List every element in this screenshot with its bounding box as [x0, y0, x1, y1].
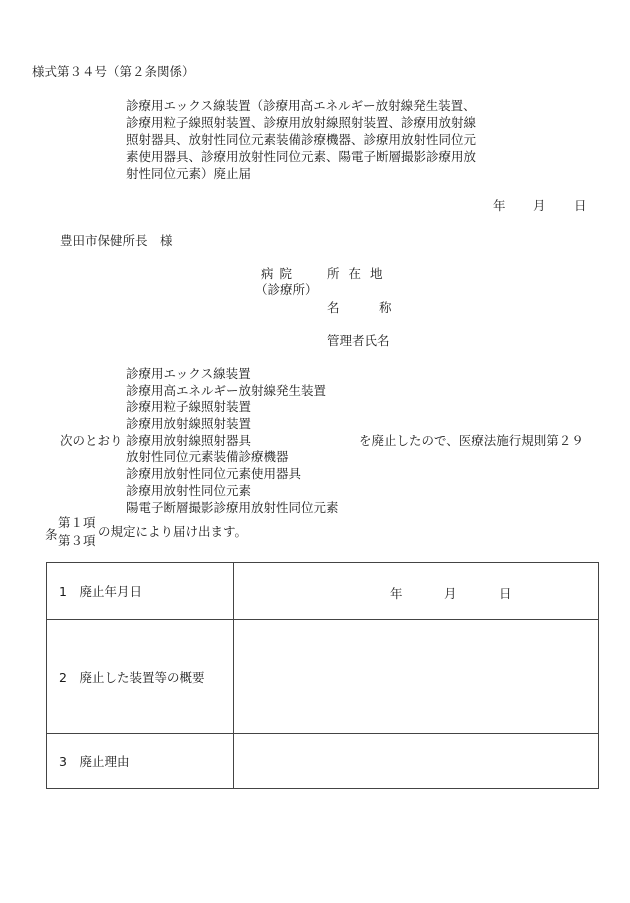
device-item: 放射性同位元素装備診療機器	[126, 449, 289, 465]
closing-text: の規定により届け出ます。	[98, 524, 248, 539]
date-day: 日	[574, 198, 587, 213]
abolition-year-unit: 年	[390, 586, 403, 601]
device-list	[126, 364, 339, 514]
date-year: 年	[493, 198, 506, 213]
title-line: 素使用器具、診療用放射性同位元素、陽電子断層撮影診療用放	[126, 149, 477, 164]
hospital-label: 病院	[261, 266, 299, 281]
abolition-date-field[interactable]	[234, 563, 599, 620]
date-month: 月	[533, 198, 546, 213]
article-label: 条	[45, 527, 58, 542]
abolition-reason-label: 3 廃止理由	[47, 734, 234, 789]
title-line: 診療用エックス線装置（診療用高エネルギー放射線発生装置、	[126, 98, 476, 113]
abolition-reason-field[interactable]	[234, 734, 599, 789]
device-summary-label: 2 廃止した装置等の概要	[47, 620, 234, 734]
abolition-day-unit: 日	[499, 586, 512, 601]
clause-1: 第１項	[58, 515, 96, 530]
body-prefix: 次のとおり	[60, 433, 123, 448]
device-item: 診療用放射性同位元素	[126, 482, 252, 498]
facility-name-label	[327, 298, 431, 316]
device-item: 診療用粒子線照射装置	[126, 399, 252, 415]
submission-date	[493, 196, 587, 214]
device-item: 診療用高エネルギー放射線発生装置	[126, 382, 327, 398]
title-line: 照射器具、放射性同位元素装備診療機器、診療用放射性同位元	[126, 132, 477, 147]
device-item: 診療用エックス線装置	[126, 366, 251, 381]
addressee: 豊田市保健所長 様	[60, 233, 173, 248]
document-title	[126, 96, 476, 181]
clause-3: 第３項	[58, 533, 96, 548]
title-line: 診療用粒子線照射装置、診療用放射線照射装置、診療用放射線	[126, 115, 477, 130]
table-row	[47, 734, 599, 789]
clinic-label: （診療所）	[255, 282, 318, 297]
title-line: 射性同位元素）廃止届	[126, 166, 252, 181]
facility-name-label-2: 称	[379, 300, 392, 315]
manager-name-label: 管理者氏名	[327, 333, 390, 348]
device-item: 診療用放射線照射器具	[126, 432, 252, 448]
device-item: 陽電子断層撮影診療用放射性同位元素	[126, 499, 339, 515]
address-label: 所在地	[327, 266, 392, 281]
notification-table	[46, 562, 599, 789]
form-number: 様式第３４号（第２条関係）	[32, 64, 195, 79]
device-summary-field[interactable]	[234, 620, 599, 734]
table-row	[47, 620, 599, 734]
body-suffix: を廃止したので、医療法施行規則第２９	[359, 433, 584, 448]
table-row	[47, 563, 599, 620]
device-item: 診療用放射性同位元素使用器具	[126, 466, 302, 482]
abolition-date-label: 1 廃止年月日	[47, 563, 234, 620]
abolition-month-unit: 月	[444, 586, 457, 601]
device-item: 診療用放射線照射装置	[126, 416, 252, 432]
facility-name-label-1: 名	[327, 300, 340, 315]
